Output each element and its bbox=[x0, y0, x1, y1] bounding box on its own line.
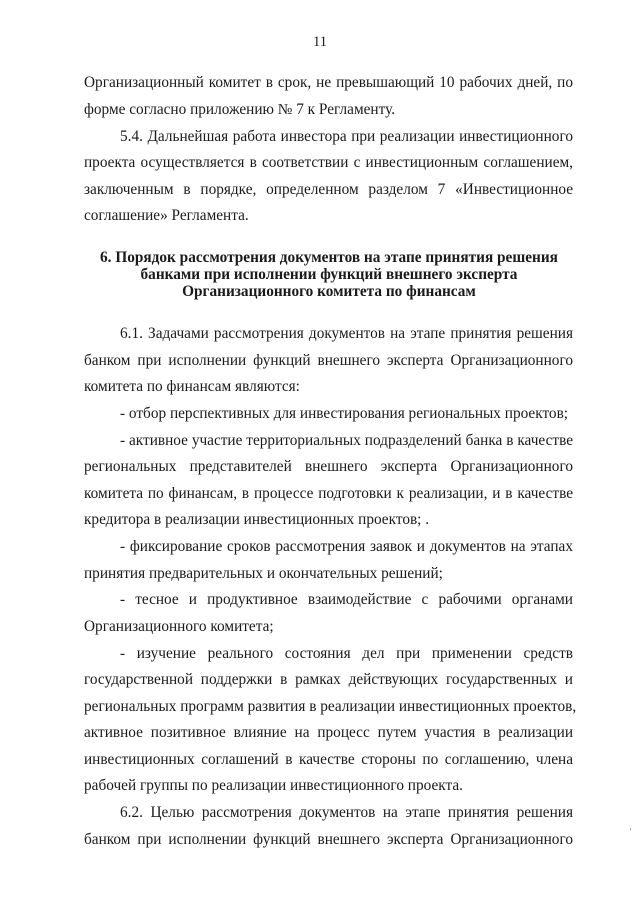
paragraph-line: 5.4. Дальнейшая работа инвестора при реализации инвестиционного bbox=[120, 128, 573, 145]
paragraph-line: 6.1. Задачами рассмотрения документов на этапе принятия решения bbox=[120, 325, 573, 342]
paragraph-line: банком при исполнении функций внешнего эксперта Организационного bbox=[84, 352, 573, 369]
paragraph-line: банком при исполнении функций внешнего эксперта Организационного bbox=[84, 831, 573, 848]
list-item: - фиксирование сроков рассмотрения заявок и документов на этапах bbox=[120, 538, 573, 555]
paragraph-line: комитета по финансам являются: bbox=[84, 378, 300, 395]
list-item-line: комитета по финансам, в процессе подготовки к реализации, и в качестве bbox=[84, 485, 573, 502]
list-item-line: активное позитивное влияние на процесс путем участия в реализации bbox=[84, 724, 573, 741]
list-item-line: Организационного комитета; bbox=[84, 618, 274, 635]
list-item-line: принятия предварительных и окончательных решений; bbox=[84, 565, 443, 582]
paragraph-line: форме согласно приложению № 7 к Регламенту. bbox=[84, 101, 396, 118]
list-item-line: инвестиционных соглашений в качестве стороны по соглашению, члена bbox=[84, 751, 573, 768]
paragraph-line: 6.2. Целью рассмотрения документов на этапе принятия решения bbox=[120, 804, 573, 821]
list-item: - отбор перспективных для инвестирования региональных проектов; bbox=[120, 405, 569, 422]
list-item-line: региональных программ развития в реализации инвестиционных проектов, bbox=[84, 698, 577, 715]
list-item-line: кредитора в реализации инвестиционных проектов; . bbox=[84, 511, 430, 528]
list-item-line: рабочей группы по реализации инвестиционного проекта. bbox=[84, 777, 463, 794]
list-item-line: региональных представителей внешнего эксперта Организационного bbox=[84, 458, 573, 475]
paragraph-line: заключенным в порядке, определенном разделом 7 «Инвестиционное bbox=[84, 181, 573, 198]
list-item: - изучение реального состояния дел при применении средств bbox=[120, 645, 573, 662]
paragraph-line: Организационный комитет в срок, не превышающий 10 рабочих дней, по bbox=[84, 74, 573, 91]
list-item-line: государственной поддержки в рамках действующих государственных и bbox=[84, 671, 573, 688]
list-item: - тесное и продуктивное взаимодействие с рабочими органами bbox=[120, 591, 573, 608]
margin-mark: ' bbox=[630, 827, 632, 836]
paragraph-line: проекта осуществляется в соответствии с инвестиционным соглашением, bbox=[84, 154, 573, 171]
section-heading-line: Организационного комитета по финансам bbox=[182, 283, 476, 300]
list-item: - активное участие территориальных подразделений банка в качестве bbox=[120, 432, 573, 449]
page-number: 11 bbox=[313, 34, 327, 50]
section-heading-line: 6. Порядок рассмотрения документов на этапе принятия решения bbox=[100, 249, 558, 266]
section-heading-line: банками при исполнении функций внешнего эксперта bbox=[140, 266, 518, 283]
paragraph-line: соглашение» Регламента. bbox=[84, 207, 249, 224]
